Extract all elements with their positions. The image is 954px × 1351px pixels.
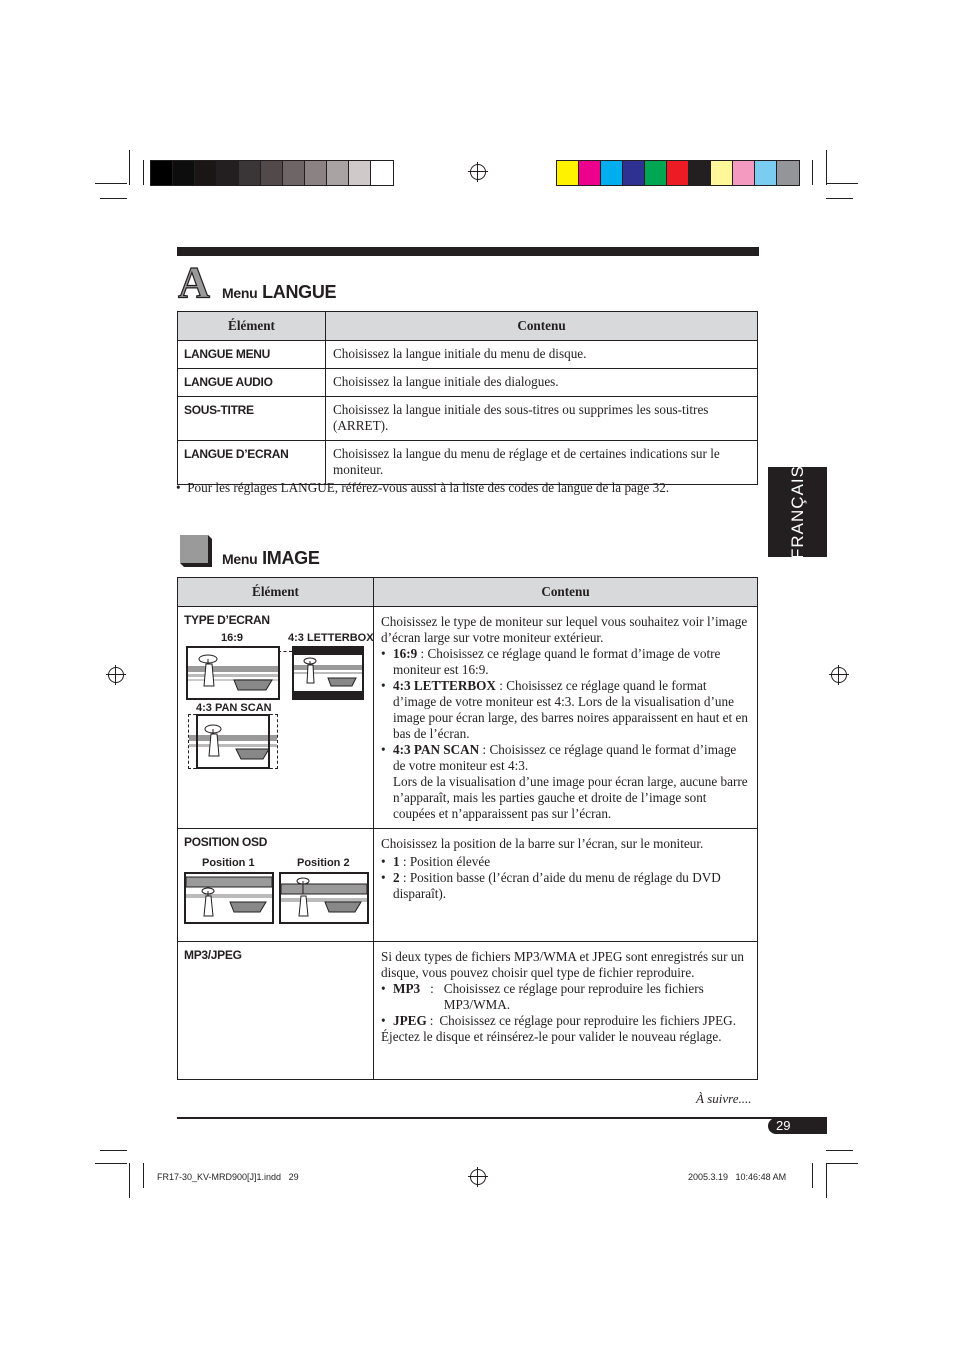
option-letterbox [381,678,750,742]
option-label: • JPEG [393,1013,427,1028]
item-langue-audio: LANGUE AUDIO [178,369,326,397]
registration-mark-icon [108,667,124,683]
option-text: : Position élevée [399,854,491,869]
color-swatch [645,161,667,185]
umbrella-figure-icon [198,716,268,767]
color-swatch [371,161,393,185]
crop-mark [100,1150,127,1151]
color-swatch [195,161,217,185]
color-swatch [151,161,173,185]
fig-label-16-9: 16:9 [221,632,244,644]
menu-prefix: Menu [222,285,258,301]
content-langue-menu: Choisissez la langue initiale du menu de disque. [326,341,758,369]
header-contenu: Contenu [374,578,758,607]
crop-mark [826,150,827,185]
crop-mark [826,1163,827,1198]
side-tab-label: FRANÇAIS [787,465,807,559]
language-side-tab [768,467,827,557]
color-swatch [217,161,239,185]
item-position-osd-label: POSITION OSD [184,835,268,849]
crop-mark [95,1163,127,1164]
color-swatch [667,161,689,185]
color-swatch [239,161,261,185]
content-mp3-jpeg [374,942,758,1080]
item-langue-menu: LANGUE MENU [178,341,326,369]
langue-note: • Pour les réglages LANGUE, référez-vous aussi à la liste des codes de langue de la page 32. [176,480,670,495]
color-swatch [283,161,305,185]
option-extra-text: Lors de la visualisation d’une image pour écran large, aucune barre n’apparaît, mais les parties gauche et droite de l’image sont coupées et n’apparaissent pas sur l’écran. [393,774,748,821]
option-label: 2 [393,870,400,885]
registration-mark-icon [470,164,486,180]
option-text: : Choisissez ce réglage quand le format d’image de votre moniteur est 4:3. [393,742,737,773]
mp3-jpeg-outro: Éjectez le disque et réinsérez-le pour valider le nouveau réglage. [381,1029,722,1044]
item-langue-ecran: LANGUE D’ECRAN [178,441,326,485]
top-rule [177,247,759,256]
option-label: 4:3 LETTERBOX [393,678,496,693]
color-swatch [711,161,733,185]
content-type-ecran [374,607,758,829]
option-colon: : [430,981,434,996]
color-swatch [327,161,349,185]
option-label: • MP3 [393,981,421,996]
osd-bar-top-icon [186,874,272,922]
crop-mark [812,1163,813,1188]
dashed-connector [278,651,292,653]
page-number: 29 [768,1118,827,1134]
option-label: 1 [393,854,400,869]
option-colon: : [429,1013,434,1028]
crop-mark [826,198,853,199]
continued-label: À suivre.... [696,1091,752,1106]
footer-file: FR17-30_KV-MRD900[J]1.indd 29 [157,1172,299,1182]
color-swatch [173,161,195,185]
content-sous-titre: Choisissez la langue initiale des sous-titres ou supprimes les sous-titres (ARRET). [326,397,758,441]
section-a-title [222,282,336,303]
langue-table [177,311,758,485]
fig-label-position-1: Position 1 [202,857,255,869]
screen-pan-scan [196,714,270,769]
osd-bar-low-icon [281,874,367,922]
color-swatch [777,161,799,185]
bottom-rule [177,1117,827,1119]
registration-mark-icon [831,667,847,683]
mp3-jpeg-intro: Si deux types de fichiers MP3/WMA et JPEG sont enregistrés sur un disque, vous pouvez choisir quel type de fichier reproduire. [381,949,744,980]
crop-mark [129,1163,130,1198]
header-contenu: Contenu [326,312,758,341]
content-langue-ecran: Choisissez la langue du menu de réglage et de certaines indications sur le moniteur. [326,441,758,485]
section-a-letter-icon [176,264,212,300]
screen-position-2 [279,872,369,924]
footer-date: 2005.3.19 10:46:48 AM [688,1172,787,1182]
option-label: 4:3 PAN SCAN [393,742,480,757]
option-position-2 [381,870,750,902]
position-osd-intro: Choisissez la position de la barre sur l’écran, sur le moniteur. [381,836,704,851]
type-ecran-intro: Choisissez le type de moniteur sur lequel vous souhaitez voir l’image d’écran large sur votre moniteur extérieur. [381,614,748,645]
option-mp3 [381,981,750,1013]
crop-mark [812,160,813,185]
option-text: Choisissez ce réglage pour reproduire les fichiers MP3/WMA. [443,981,704,1012]
fig-label-position-2: Position 2 [297,857,350,869]
option-text: Choisissez ce réglage pour reproduire les fichiers JPEG. [439,1013,737,1028]
color-swatch [261,161,283,185]
section-image-title [222,548,320,569]
item-sous-titre: SOUS-TITRE [178,397,326,441]
content-position-osd [374,829,758,942]
crop-mark [143,1163,144,1188]
langue-note-text: Pour les réglages LANGUE, référez-vous aussi à la liste des codes de langue de la page 32. [187,480,670,495]
content-langue-audio: Choisissez la langue initiale des dialogues. [326,369,758,397]
screen-16-9 [186,646,280,700]
option-16-9 [381,646,750,678]
section-image-square-icon [178,533,214,569]
option-text: : Choisissez ce réglage quand le format d’image de votre moniteur est 16:9. [393,646,721,677]
color-swatch [305,161,327,185]
crop-mark [826,1150,853,1151]
header-element: Élément [178,578,374,607]
color-swatch [755,161,777,185]
color-swatch [349,161,371,185]
color-swatch [579,161,601,185]
color-swatch [689,161,711,185]
option-position-1 [381,854,750,870]
section-a-letter: A [178,264,210,300]
color-swatch [623,161,645,185]
menu-title: IMAGE [262,548,320,568]
color-swatch [557,161,579,185]
option-text: : Choisissez ce réglage quand le format d’image de votre moniteur est 4:3. Lors de la visualisation d’une image pour écran large, des barres noires apparaissent en haut et en bas de l’écran. [393,678,748,741]
screen-letterbox [292,646,364,700]
option-pan-scan [381,742,750,822]
beach-scene-icon [188,648,278,698]
item-type-ecran-label: TYPE D’ECRAN [184,613,270,627]
crop-mark [826,183,858,184]
crop-mark [95,183,127,184]
header-element: Élément [178,312,326,341]
screen-position-1 [184,872,274,924]
beach-scene-icon [294,648,362,698]
color-swatch [601,161,623,185]
menu-prefix: Menu [222,551,258,567]
crop-mark [143,160,144,185]
fig-label-letterbox: 4:3 LETTERBOX [288,632,374,644]
gray-calibration-bar [150,160,394,186]
menu-title: LANGUE [262,282,337,302]
option-label: 16:9 [393,646,418,661]
option-text: : Position basse (l’écran d’aide du menu de réglage du DVD disparaît). [393,870,721,901]
crop-mark [100,198,127,199]
crop-mark [826,1163,858,1164]
color-swatch [733,161,755,185]
fig-label-pan-scan: 4:3 PAN SCAN [196,702,272,714]
registration-mark-icon [470,1169,486,1185]
option-jpeg [381,1013,750,1029]
item-mp3-jpeg [178,942,374,1080]
crop-mark [129,150,130,185]
color-calibration-bar [556,160,800,186]
item-mp3-jpeg-label: MP3/JPEG [184,948,242,962]
